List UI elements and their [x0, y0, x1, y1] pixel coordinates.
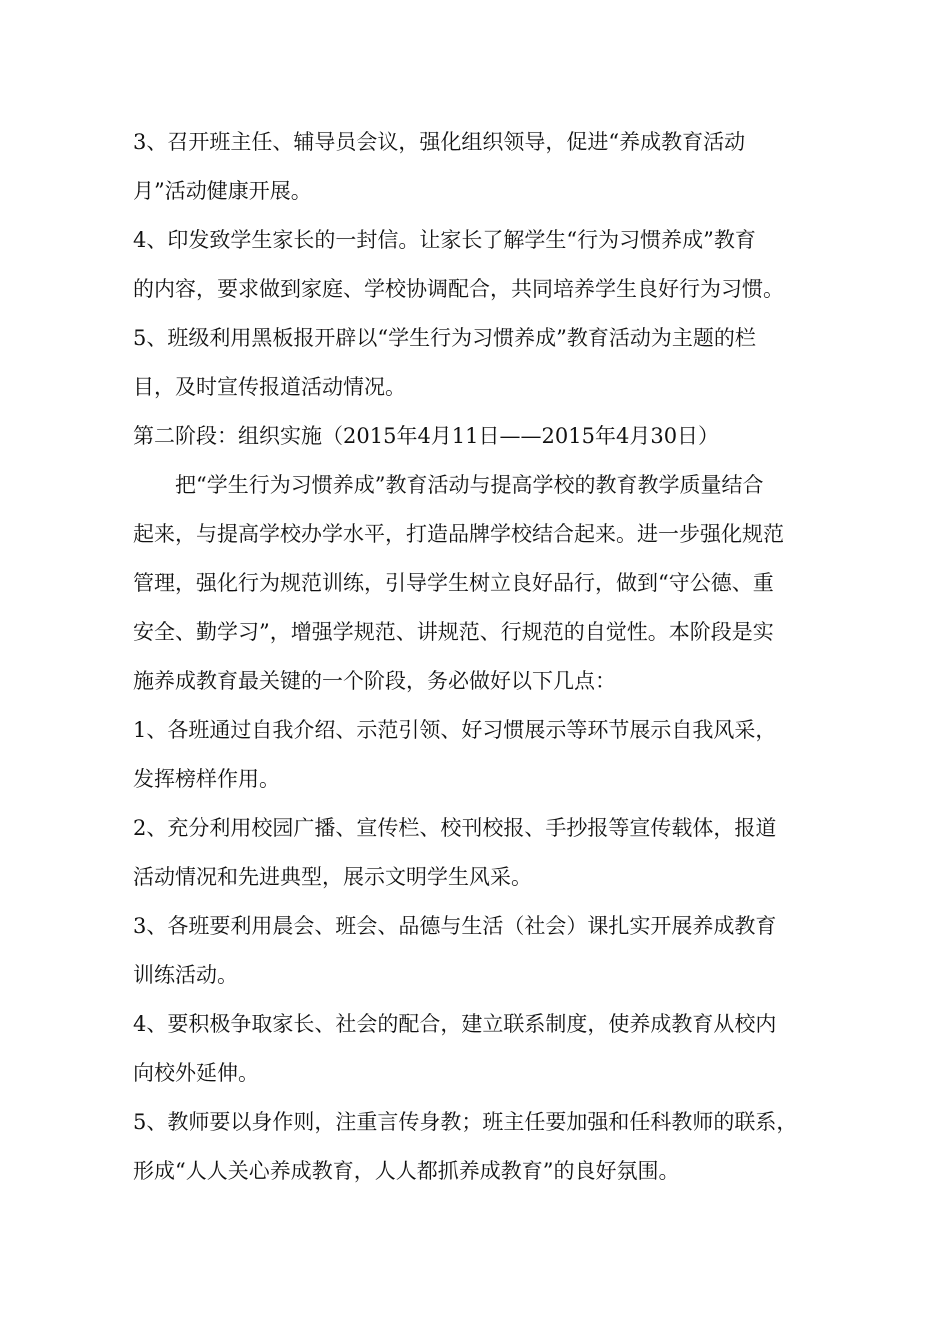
paragraph-first-line: 把“学生行为习惯养成”教育活动与提高学校的教育教学质量结合	[175, 473, 764, 497]
text-line-13: 1、各班通过自我介绍、示范引领、好习惯展示等环节展示自我风采，	[133, 718, 777, 742]
text-line-9: 起来，与提高学校办学水平，打造品牌学校结合起来。进一步强化规范	[133, 522, 784, 546]
text-line-3: 4、印发致学生家长的一封信。让家长了解学生“行为习惯养成”教育	[133, 228, 756, 252]
text-line-21: 5、教师要以身作则，注重言传身教；班主任要加强和任科教师的联系，	[133, 1110, 798, 1134]
text-line-14: 发挥榜样作用。	[133, 767, 280, 791]
text-line-1: 3、召开班主任、辅导员会议，强化组织领导，促进“养成教育活动	[133, 130, 746, 154]
text-line-11: 安全、勤学习”，增强学规范、讲规范、行规范的自觉性。本阶段是实	[133, 620, 774, 644]
text-line-4: 的内容，要求做到家庭、学校协调配合，共同培养学生良好行为习惯。	[133, 277, 784, 301]
text-line-18: 训练活动。	[133, 963, 238, 987]
text-line-2: 月”活动健康开展。	[133, 179, 312, 203]
text-line-22: 形成“人人关心养成教育，人人都抓养成教育”的良好氛围。	[133, 1159, 680, 1183]
text-line-5: 5、班级利用黑板报开辟以“学生行为习惯养成”教育活动为主题的栏	[133, 326, 756, 350]
text-line-16: 活动情况和先进典型，展示文明学生风采。	[133, 865, 532, 889]
text-line-6: 目，及时宣传报道活动情况。	[133, 375, 406, 399]
text-line-19: 4、要积极争取家长、社会的配合，建立联系制度，使养成教育从校内	[133, 1012, 777, 1036]
text-line-10: 管理，强化行为规范训练，引导学生树立良好品行，做到“守公德、重	[133, 571, 774, 595]
text-line-17: 3、各班要利用晨会、班会、品德与生活（社会）课扎实开展养成教育	[133, 914, 777, 938]
text-line-12: 施养成教育最关键的一个阶段，务必做好以下几点：	[133, 669, 616, 693]
text-line-15: 2、充分利用校园广播、宣传栏、校刊校报、手抄报等宣传载体，报道	[133, 816, 777, 840]
document-body	[133, 118, 833, 1196]
section-heading-stage-two: 第二阶段：组织实施（2015年4月11日——2015年4月30日）	[133, 424, 720, 448]
text-line-20: 向校外延伸。	[133, 1061, 259, 1085]
